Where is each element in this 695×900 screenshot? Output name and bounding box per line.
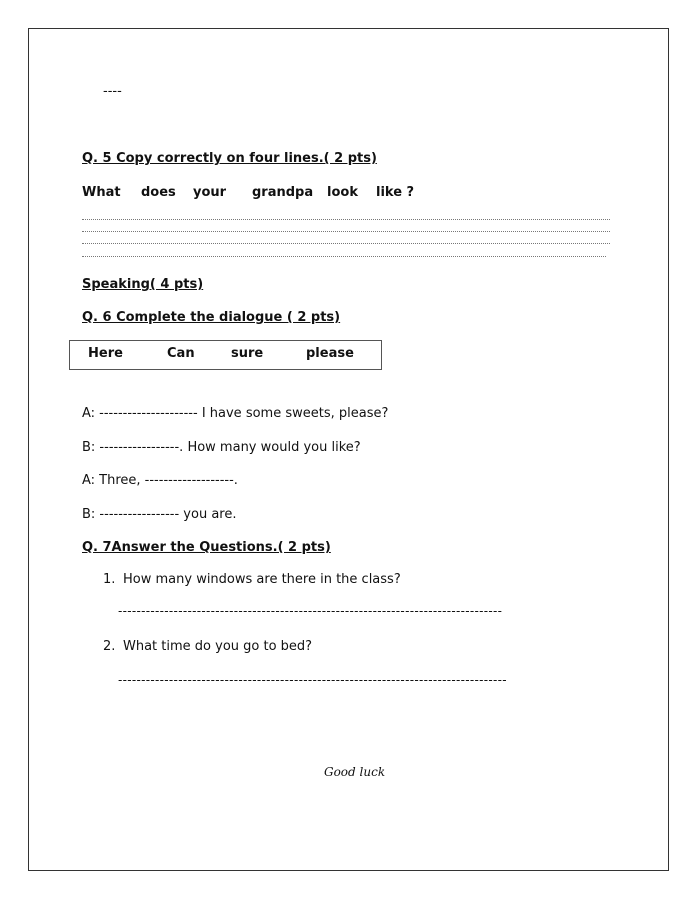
q7-title: Q. 7Answer the Questions.( 2 pts) [82, 540, 331, 555]
speaking-title: Speaking( 4 pts) [82, 277, 204, 292]
box-word: Can [167, 346, 195, 361]
question-text: What time do you go to bed? [123, 639, 313, 654]
question-number: 2. [103, 639, 116, 654]
top-dashes: ---- [103, 84, 122, 99]
q5-word: look [327, 185, 358, 200]
answer-line[interactable]: ------------------------------------------------------------------------------------ [118, 673, 507, 687]
q5-title: Q. 5 Copy correctly on four lines.( 2 pts) [82, 151, 377, 166]
q5-word: does [141, 185, 176, 200]
dialogue-line: B: -----------------. How many would you like? [82, 440, 361, 455]
dialogue-line: A: --------------------- I have some sweets, please? [82, 406, 389, 421]
q5-word: like ? [376, 185, 415, 200]
writing-line[interactable] [82, 219, 610, 220]
word-box [69, 340, 382, 370]
writing-line[interactable] [82, 256, 606, 257]
q5-sentence [82, 185, 422, 203]
writing-line[interactable] [82, 231, 610, 232]
box-word: Here [88, 346, 123, 361]
box-word: sure [231, 346, 264, 361]
question-text: How many windows are there in the class? [123, 572, 401, 587]
q5-word: your [193, 185, 227, 200]
dialogue-line: A: Three, -------------------. [82, 473, 238, 488]
question-number: 1. [103, 572, 116, 587]
closing-text: Good luck [324, 765, 386, 779]
writing-line[interactable] [82, 243, 610, 244]
answer-line[interactable]: ----------------------------------------------------------------------------------- [118, 604, 503, 618]
q5-word: What [82, 185, 121, 200]
dialogue-line: B: ----------------- you are. [82, 507, 237, 522]
q6-title: Q. 6 Complete the dialogue ( 2 pts) [82, 310, 341, 325]
box-word: please [306, 346, 354, 361]
q5-word: grandpa [252, 185, 314, 200]
